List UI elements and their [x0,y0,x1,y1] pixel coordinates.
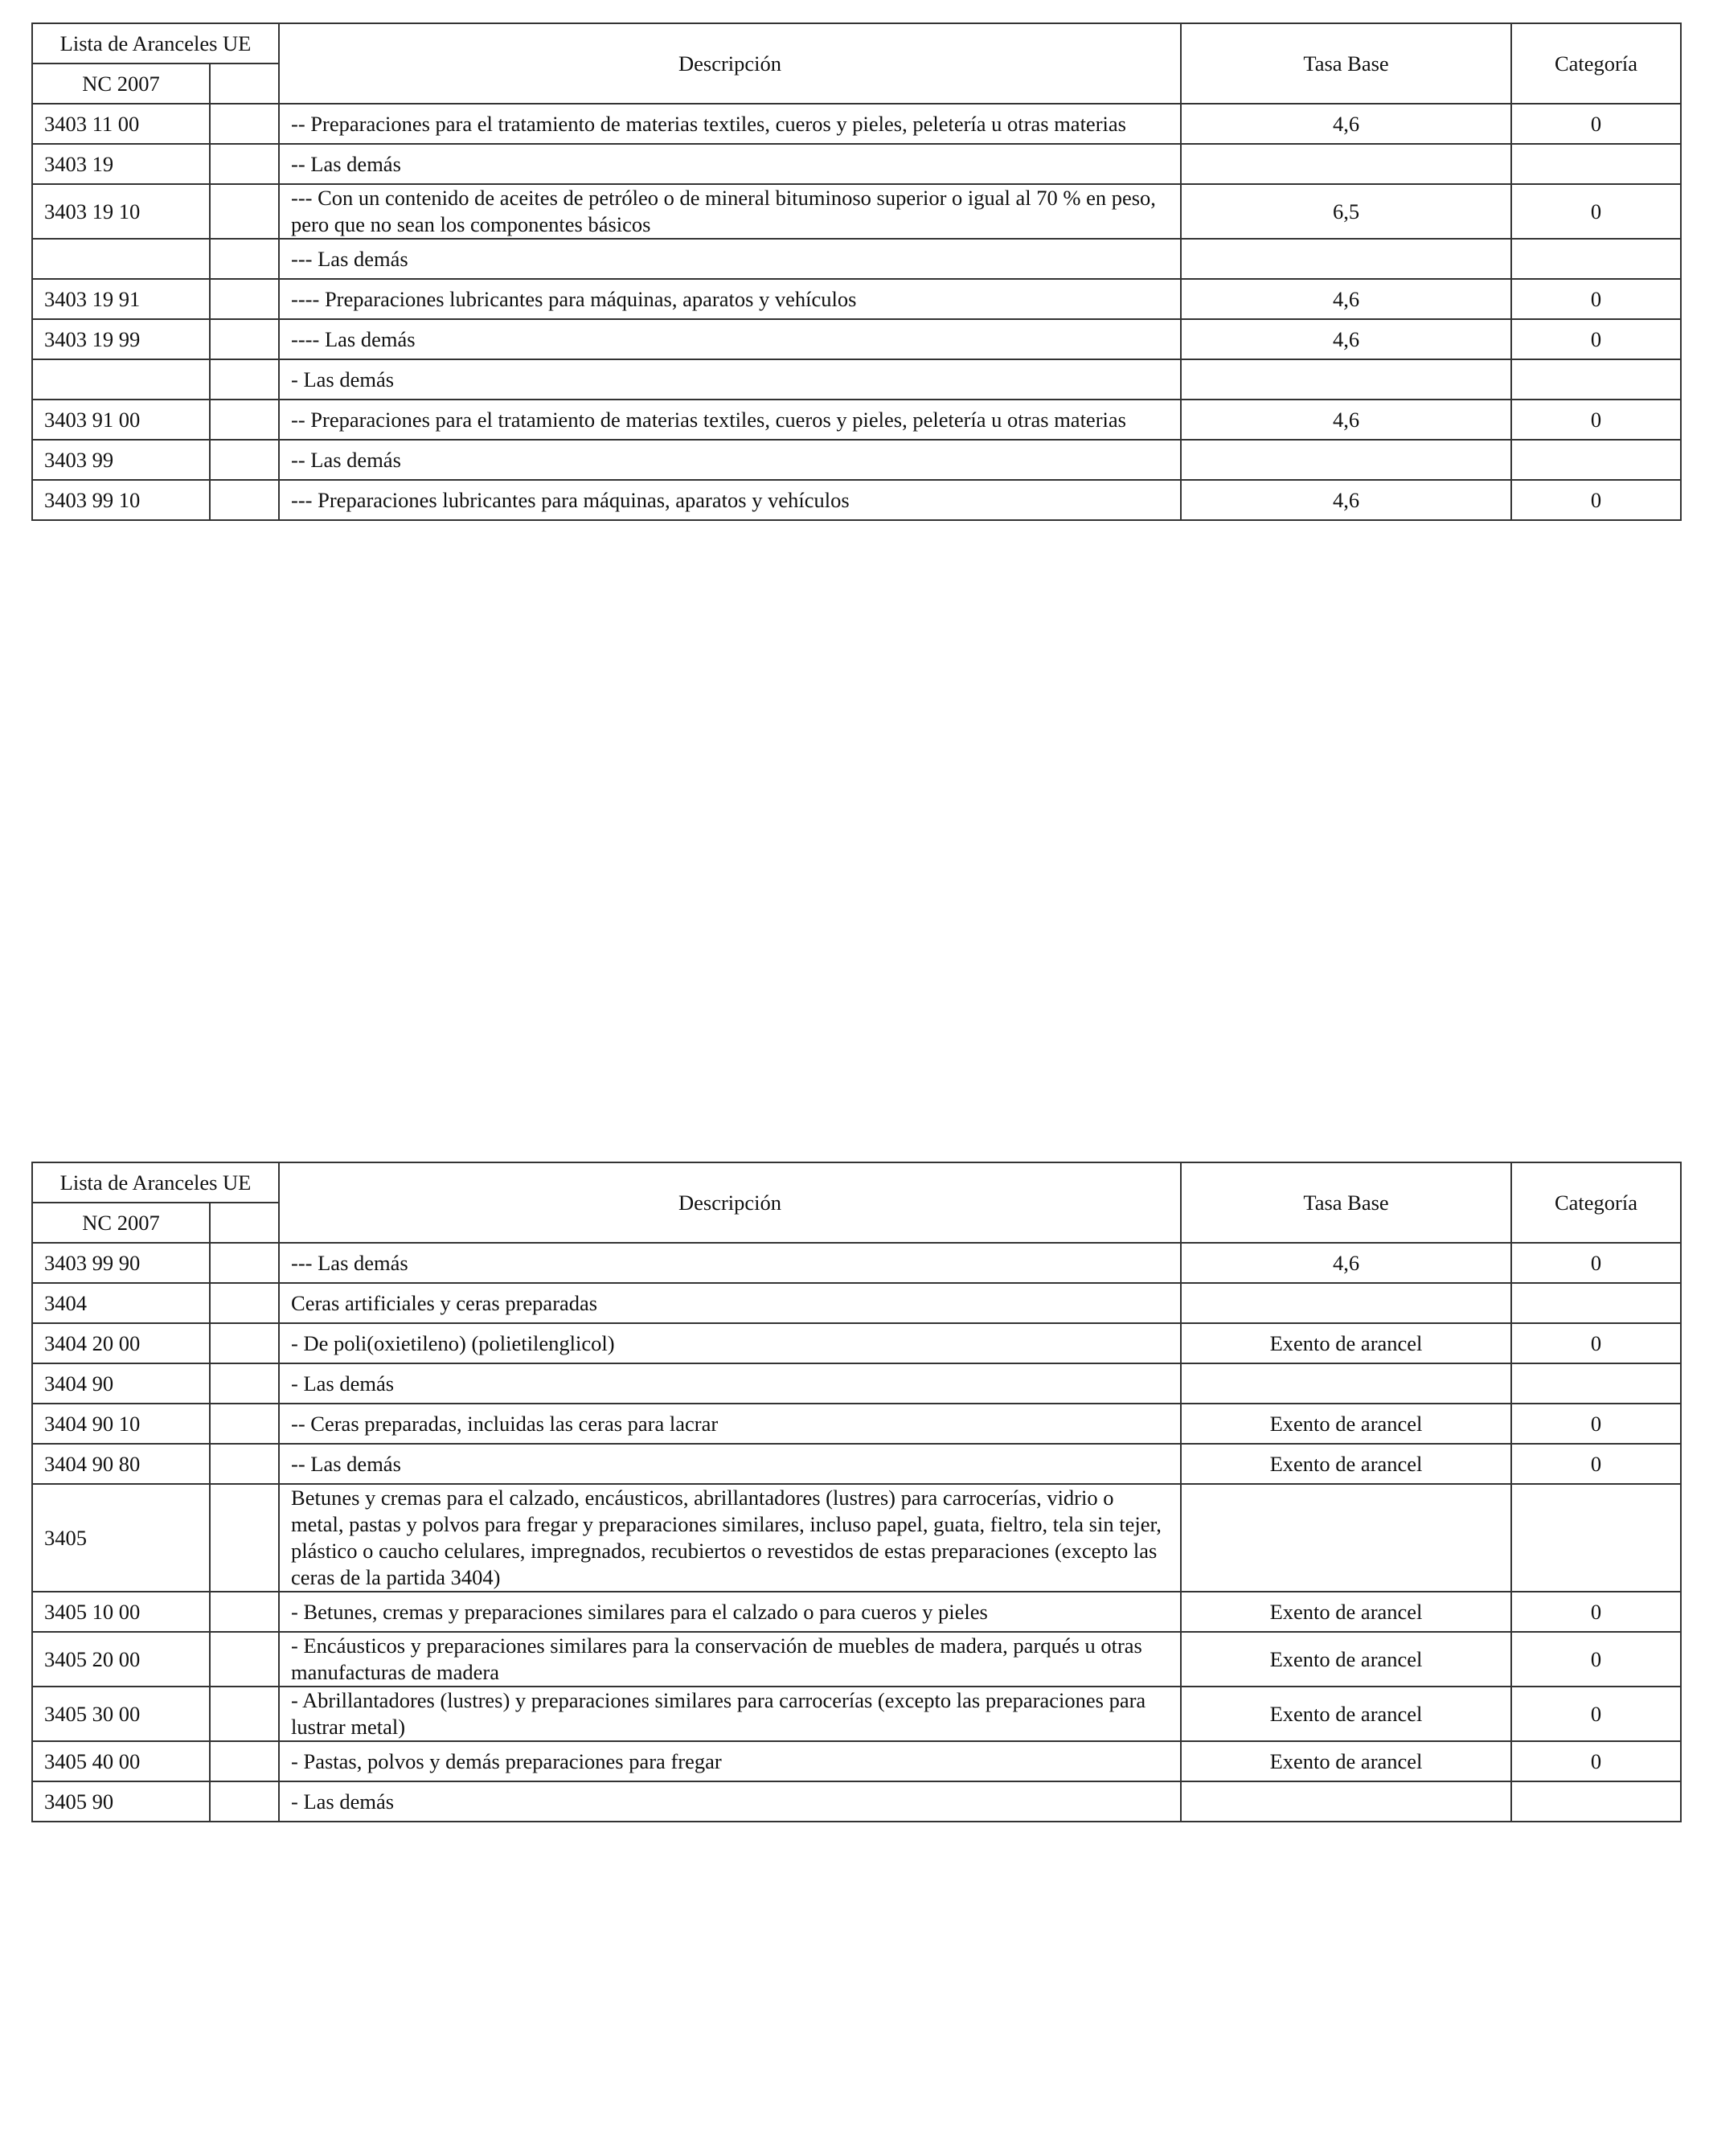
tariff-table-body [32,1162,1681,1822]
category-cell: 0 [1511,104,1681,144]
category-cell: 0 [1511,1323,1681,1363]
header-base-rate: Tasa Base [1181,1162,1511,1243]
description-cell: -- Preparaciones para el tratamiento de materias textiles, cueros y pieles, peletería u otras materias [279,104,1181,144]
category-cell: 0 [1511,319,1681,359]
description-cell: -- Las demás [279,440,1181,480]
base-rate-cell: 4,6 [1181,400,1511,440]
category-cell: 0 [1511,400,1681,440]
header-blank-cell [210,1203,279,1243]
description-cell: - Las demás [279,1363,1181,1404]
header-base-rate: Tasa Base [1181,23,1511,104]
tariff-table-top [31,23,1682,521]
header-blank-cell [210,64,279,104]
description-cell: Betunes y cremas para el calzado, encáusticos, abrillantadores (lustres) para carrocerías, vidrio o metal, pastas y polvos para fregar y preparaciones similares, incluso papel, guata, fieltro, tela sin tejer, plástico o caucho celulares, impregnados, recubiertos o revestidos de estas preparaciones (excepto las ceras de la partida 3404) [279,1484,1181,1592]
blank-cell [210,480,279,520]
tariff-code-cell: 3404 90 80 [32,1444,210,1484]
category-cell: 0 [1511,1404,1681,1444]
table-row [32,104,1681,144]
blank-cell [210,359,279,400]
category-cell [1511,1283,1681,1323]
base-rate-cell: Exento de arancel [1181,1632,1511,1687]
blank-cell [210,1592,279,1632]
category-cell [1511,1363,1681,1404]
category-cell: 0 [1511,184,1681,239]
table-row [32,400,1681,440]
tariff-code-cell: 3404 20 00 [32,1323,210,1363]
base-rate-cell: Exento de arancel [1181,1741,1511,1781]
tariff-code-cell: 3405 [32,1484,210,1592]
category-cell [1511,359,1681,400]
table-row [32,480,1681,520]
header-description: Descripción [279,1162,1181,1243]
tariff-code-cell: 3405 30 00 [32,1687,210,1741]
table-row [32,319,1681,359]
blank-cell [210,1444,279,1484]
description-cell: --- Preparaciones lubricantes para máquinas, aparatos y vehículos [279,480,1181,520]
category-cell: 0 [1511,279,1681,319]
base-rate-cell [1181,1283,1511,1323]
description-cell: - Las demás [279,1781,1181,1822]
tariff-code-cell: 3403 19 10 [32,184,210,239]
table-row [32,1781,1681,1822]
blank-cell [210,1632,279,1687]
category-cell [1511,440,1681,480]
description-cell: ---- Las demás [279,319,1181,359]
blank-cell [210,184,279,239]
base-rate-cell: 4,6 [1181,319,1511,359]
blank-cell [210,144,279,184]
table-row [32,144,1681,184]
table-row [32,1404,1681,1444]
blank-cell [210,1687,279,1741]
base-rate-cell [1181,359,1511,400]
base-rate-cell: 4,6 [1181,1243,1511,1283]
header-row [32,1162,1681,1203]
category-cell: 0 [1511,1243,1681,1283]
description-cell: - Abrillantadores (lustres) y preparaciones similares para carrocerías (excepto las preparaciones para lustrar metal) [279,1687,1181,1741]
blank-cell [210,1283,279,1323]
category-cell [1511,1781,1681,1822]
base-rate-cell: 4,6 [1181,279,1511,319]
description-cell: - De poli(oxietileno) (polietilenglicol) [279,1323,1181,1363]
description-cell: ---- Preparaciones lubricantes para máquinas, aparatos y vehículos [279,279,1181,319]
header-row [32,23,1681,64]
table-row [32,1632,1681,1687]
tariff-code-cell: 3403 19 99 [32,319,210,359]
header-list-label: Lista de Aranceles UE [32,23,279,64]
table-row [32,359,1681,400]
blank-cell [210,1781,279,1822]
tariff-code-cell: 3405 90 [32,1781,210,1822]
tariff-code-cell: 3403 99 90 [32,1243,210,1283]
category-cell: 0 [1511,1632,1681,1687]
blank-cell [210,400,279,440]
description-cell: -- Ceras preparadas, incluidas las ceras para lacrar [279,1404,1181,1444]
tariff-code-cell: 3403 99 [32,440,210,480]
tariff-code-cell: 3404 [32,1283,210,1323]
category-cell [1511,144,1681,184]
table-row [32,1592,1681,1632]
description-cell: Ceras artificiales y ceras preparadas [279,1283,1181,1323]
header-nc-2007: NC 2007 [32,1203,210,1243]
category-cell: 0 [1511,480,1681,520]
table-row [32,1687,1681,1741]
blank-cell [210,1484,279,1592]
table-row [32,1484,1681,1592]
blank-cell [210,440,279,480]
category-cell: 0 [1511,1741,1681,1781]
base-rate-cell: Exento de arancel [1181,1323,1511,1363]
category-cell: 0 [1511,1592,1681,1632]
tariff-code-cell: 3405 10 00 [32,1592,210,1632]
tariff-table-bottom [31,1162,1682,1822]
base-rate-cell [1181,1363,1511,1404]
blank-cell [210,319,279,359]
blank-cell [210,1363,279,1404]
tariff-code-cell: 3403 99 10 [32,480,210,520]
base-rate-cell: Exento de arancel [1181,1592,1511,1632]
tariff-code-cell: 3405 40 00 [32,1741,210,1781]
table-row [32,1323,1681,1363]
table-row [32,440,1681,480]
base-rate-cell [1181,144,1511,184]
category-cell: 0 [1511,1444,1681,1484]
blank-cell [210,1404,279,1444]
blank-cell [210,1741,279,1781]
blank-cell [210,279,279,319]
description-cell: -- Preparaciones para el tratamiento de materias textiles, cueros y pieles, peletería u otras materias [279,400,1181,440]
base-rate-cell [1181,440,1511,480]
base-rate-cell: Exento de arancel [1181,1687,1511,1741]
tariff-code-cell: 3403 19 91 [32,279,210,319]
table-row [32,1741,1681,1781]
table-row [32,1243,1681,1283]
blank-cell [210,1323,279,1363]
description-cell: -- Las demás [279,144,1181,184]
description-cell: -- Las demás [279,1444,1181,1484]
base-rate-cell: 6,5 [1181,184,1511,239]
base-rate-cell [1181,239,1511,279]
tariff-code-cell: 3403 11 00 [32,104,210,144]
tariff-code-cell: 3403 19 [32,144,210,184]
base-rate-cell: 4,6 [1181,480,1511,520]
description-cell: --- Las demás [279,239,1181,279]
description-cell: - Encáusticos y preparaciones similares para la conservación de muebles de madera, parqués u otras manufacturas de madera [279,1632,1181,1687]
table-row [32,279,1681,319]
description-cell: --- Con un contenido de aceites de petróleo o de mineral bituminoso superior o igual al 70 % en peso, pero que no sean los componentes básicos [279,184,1181,239]
table-row [32,1363,1681,1404]
table-row [32,1283,1681,1323]
base-rate-cell [1181,1781,1511,1822]
tariff-table-body [32,23,1681,520]
description-cell: - Betunes, cremas y preparaciones similares para el calzado o para cueros y pieles [279,1592,1181,1632]
description-cell: --- Las demás [279,1243,1181,1283]
table-row [32,184,1681,239]
table-row [32,239,1681,279]
category-cell: 0 [1511,1687,1681,1741]
description-cell: - Las demás [279,359,1181,400]
blank-cell [210,104,279,144]
base-rate-cell: Exento de arancel [1181,1444,1511,1484]
category-cell [1511,239,1681,279]
category-cell [1511,1484,1681,1592]
base-rate-cell [1181,1484,1511,1592]
tariff-code-cell: 3405 20 00 [32,1632,210,1687]
tariff-code-cell [32,359,210,400]
table-row [32,1444,1681,1484]
tariff-code-cell [32,239,210,279]
base-rate-cell: Exento de arancel [1181,1404,1511,1444]
blank-cell [210,1243,279,1283]
header-category: Categoría [1511,1162,1681,1243]
tariff-code-cell: 3404 90 10 [32,1404,210,1444]
header-list-label: Lista de Aranceles UE [32,1162,279,1203]
tariff-code-cell: 3404 90 [32,1363,210,1404]
blank-cell [210,239,279,279]
description-cell: - Pastas, polvos y demás preparaciones para fregar [279,1741,1181,1781]
header-category: Categoría [1511,23,1681,104]
tariff-code-cell: 3403 91 00 [32,400,210,440]
base-rate-cell: 4,6 [1181,104,1511,144]
header-description: Descripción [279,23,1181,104]
header-nc-2007: NC 2007 [32,64,210,104]
